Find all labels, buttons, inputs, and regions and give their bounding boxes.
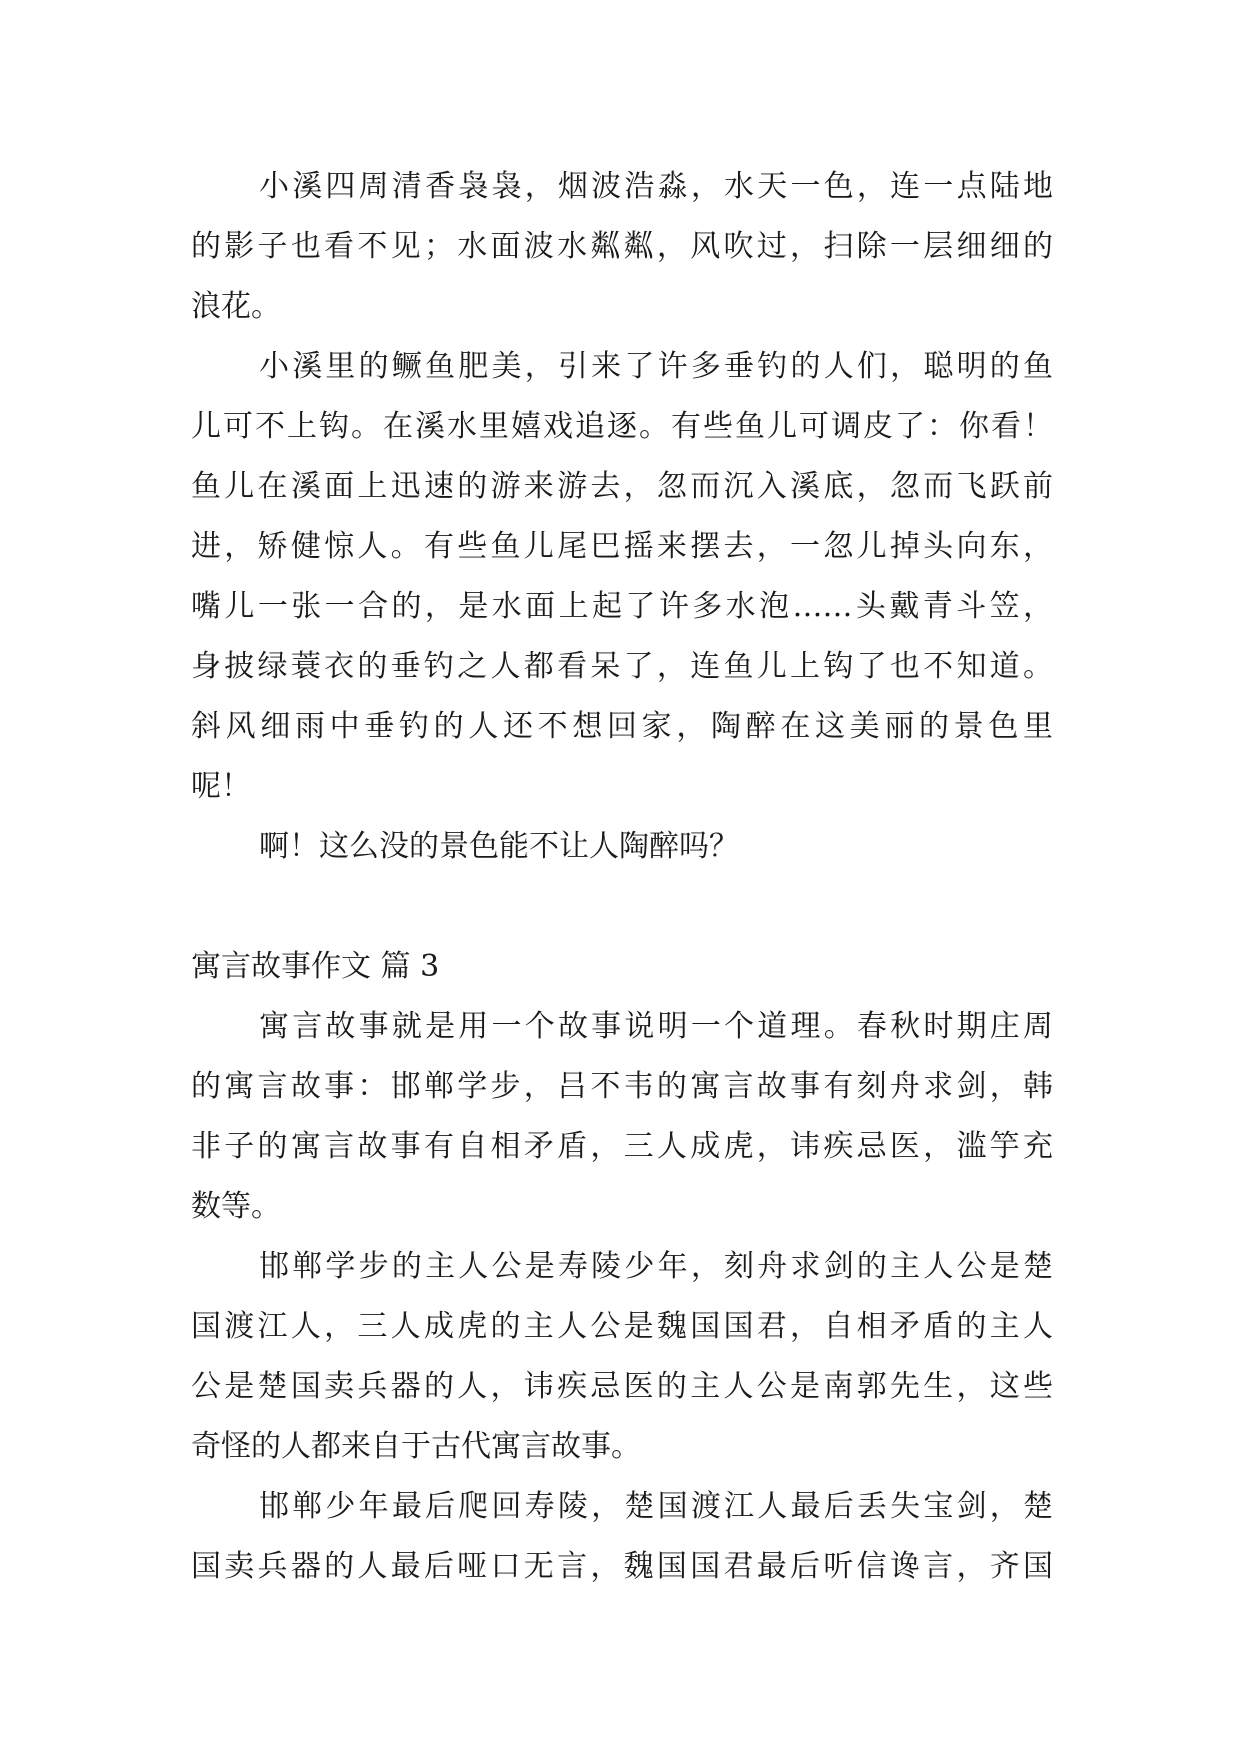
text-line: 小溪四周清香袅袅，烟波浩淼，水天一色，连一点陆地 <box>259 169 1053 204</box>
text-line: 呢！ <box>191 769 251 804</box>
document-body <box>191 157 1053 1597</box>
text-line: 奇怪的人都来自于古代寓言故事。 <box>191 1429 641 1464</box>
paragraph-conclusion <box>191 817 1053 877</box>
text-line: 国渡江人，三人成虎的主人公是魏国国君，自相矛盾的主人 <box>191 1309 1053 1344</box>
paragraph-fish <box>191 337 1053 817</box>
text-line: 身披绿蓑衣的垂钓之人都看呆了，连鱼儿上钩了也不知道。 <box>191 649 1053 684</box>
paragraph-fable-intro <box>191 997 1053 1237</box>
section-heading: 寓言故事作文 篇 3 <box>191 949 440 984</box>
text-line: 寓言故事就是用一个故事说明一个道理。春秋时期庄周 <box>259 1009 1053 1044</box>
text-line: 非子的寓言故事有自相矛盾，三人成虎，讳疾忌医，滥竽充 <box>191 1129 1053 1164</box>
text-line: 浪花。 <box>191 289 281 324</box>
text-line: 国卖兵器的人最后哑口无言，魏国国君最后听信谗言，齐国 <box>191 1549 1053 1584</box>
text-line: 斜风细雨中垂钓的人还不想回家，陶醉在这美丽的景色里 <box>191 709 1053 744</box>
text-line: 儿可不上钩。在溪水里嬉戏追逐。有些鱼儿可调皮了：你看！ <box>191 409 1053 444</box>
text-line: 公是楚国卖兵器的人，讳疾忌医的主人公是南郭先生，这些 <box>191 1369 1053 1404</box>
text-line: 进，矫健惊人。有些鱼儿尾巴摇来摆去，一忽儿掉头向东， <box>191 529 1053 564</box>
text-line: 邯郸学步的主人公是寿陵少年，刻舟求剑的主人公是楚 <box>259 1249 1053 1284</box>
text-line: 数等。 <box>191 1189 281 1224</box>
text-line: 的影子也看不见；水面波水粼粼，风吹过，扫除一层细细的 <box>191 229 1053 264</box>
section-gap <box>191 877 1053 937</box>
text-line: 啊！这么没的景色能不让人陶醉吗？ <box>259 829 739 864</box>
paragraph-scenery <box>191 157 1053 337</box>
text-line: 的寓言故事：邯郸学步，吕不韦的寓言故事有刻舟求剑，韩 <box>191 1069 1053 1104</box>
text-line: 邯郸少年最后爬回寿陵，楚国渡江人最后丢失宝剑，楚 <box>259 1489 1053 1524</box>
text-line: 鱼儿在溪面上迅速的游来游去，忽而沉入溪底，忽而飞跃前 <box>191 469 1053 504</box>
text-line: 小溪里的鳜鱼肥美，引来了许多垂钓的人们，聪明的鱼 <box>259 349 1053 384</box>
paragraph-fable-protagonists <box>191 1237 1053 1477</box>
paragraph-fable-endings <box>191 1477 1053 1597</box>
text-line: 嘴儿一张一合的，是水面上起了许多水泡……头戴青斗笠， <box>191 589 1053 624</box>
